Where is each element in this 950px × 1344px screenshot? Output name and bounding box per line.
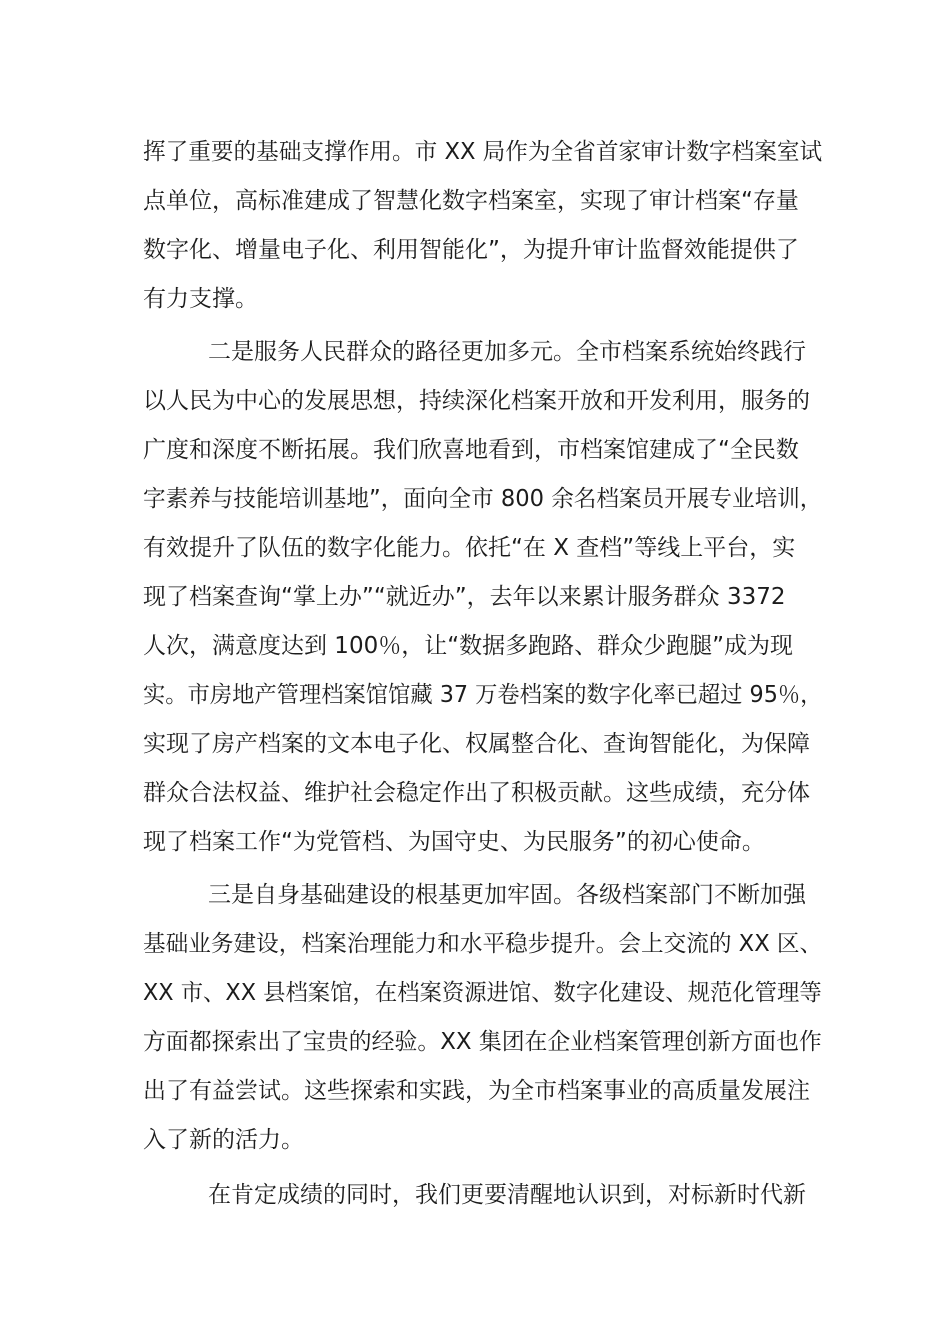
text-line: 现了档案工作“为党管档、为国守史、为民服务”的初心使命。 (143, 829, 765, 855)
text-line: 基础业务建设，档案治理能力和水平稳步提升。会上交流的 XX 区、 (143, 931, 823, 957)
text-line: 现了档案查询“掌上办”“就近办”，去年以来累计服务群众 3372 (143, 584, 786, 610)
text-line: 人次，满意度达到 100％，让“数据多跑路、群众少跑腿”成为现 (143, 633, 794, 659)
paragraph-first-line: 三是自身基础建设的根基更加牢固。各级档案部门不断加强 (208, 882, 806, 908)
text-line: 以人民为中心的发展思想，持续深化档案开放和开发利用，服务的 (143, 388, 810, 414)
text-line: XX 市、XX 县档案馆，在档案资源进馆、数字化建设、规范化管理等 (143, 980, 822, 1006)
paragraph-first-line: 二是服务人民群众的路径更加多元。全市档案系统始终践行 (208, 339, 806, 365)
text-line: 广度和深度不断拓展。我们欣喜地看到，市档案馆建成了“全民数 (143, 437, 799, 463)
text-line: 实现了房产档案的文本电子化、权属整合化、查询智能化，为保障 (143, 731, 810, 757)
text-line: 出了有益尝试。这些探索和实践，为全市档案事业的高质量发展注 (143, 1078, 810, 1104)
text-line: 点单位，高标准建成了智慧化数字档案室，实现了审计档案“存量 (143, 188, 799, 214)
text-line: 挥了重要的基础支撑作用。市 XX 局作为全省首家审计数字档案室试 (143, 139, 823, 165)
text-line: 有效提升了队伍的数字化能力。依托“在 X 查档”等线上平台，实 (143, 535, 796, 561)
text-line: 方面都探索出了宝贵的经验。XX 集团在企业档案管理创新方面也作 (143, 1029, 822, 1055)
text-line: 数字化、增量电子化、利用智能化”，为提升审计监督效能提供了 (143, 237, 799, 263)
text-line: 字素养与技能培训基地”，面向全市 800 余名档案员开展专业培训， (143, 486, 823, 512)
paragraph-first-line: 在肯定成绩的同时，我们更要清醒地认识到，对标新时代新 (208, 1182, 806, 1208)
text-line: 实。市房地产管理档案馆馆藏 37 万卷档案的数字化率已超过 95％， (143, 682, 823, 708)
text-line: 入了新的活力。 (143, 1127, 304, 1153)
text-line: 群众合法权益、维护社会稳定作出了积极贡献。这些成绩，充分体 (143, 780, 810, 806)
text-line: 有力支撑。 (143, 286, 258, 312)
